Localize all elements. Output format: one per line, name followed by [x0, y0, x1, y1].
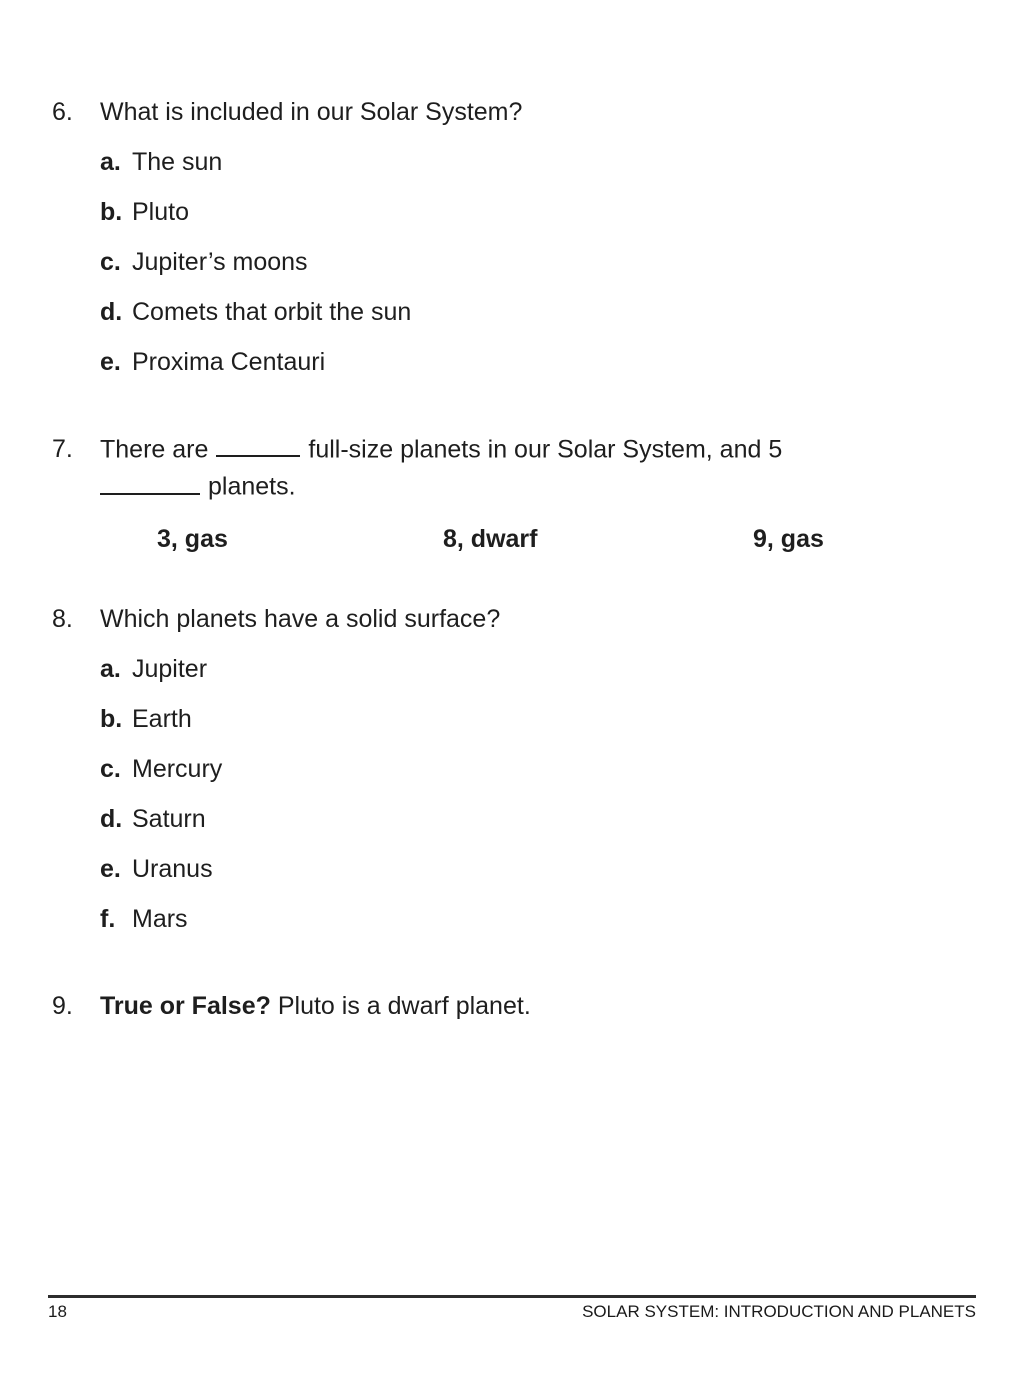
option-text: Mars — [132, 904, 188, 933]
option-text: Comets that orbit the sun — [132, 298, 412, 326]
option-letter: e. — [100, 854, 121, 883]
question-8-text: Which planets have a solid surface? — [100, 604, 501, 633]
option-letter: c. — [100, 754, 121, 783]
option-text: Mercury — [132, 754, 223, 783]
answer-choice: 3, gas — [157, 524, 228, 553]
page-footer — [48, 1301, 976, 1322]
option-row — [100, 651, 976, 688]
option-row — [100, 851, 976, 888]
option-letter: a. — [100, 148, 121, 176]
option-row — [100, 701, 976, 738]
question-8-options — [100, 651, 976, 938]
option-text: Uranus — [132, 854, 213, 883]
option-row — [100, 344, 976, 381]
page-number: 18 — [48, 1302, 67, 1321]
option-text: Jupiter — [132, 654, 208, 683]
option-letter: d. — [100, 804, 123, 833]
option-row — [100, 901, 976, 938]
question-7 — [52, 431, 976, 558]
option-text: Jupiter’s moons — [132, 248, 308, 276]
question-6-number: 6. — [52, 98, 73, 126]
option-letter: a. — [100, 654, 121, 683]
option-text: Proxima Centauri — [132, 348, 326, 376]
question-6-options — [100, 144, 976, 381]
footer-title: SOLAR SYSTEM: INTRODUCTION AND PLANETS — [582, 1302, 976, 1321]
option-letter: c. — [100, 248, 121, 276]
answer-choice: 9, gas — [753, 524, 824, 553]
option-row — [100, 144, 976, 181]
option-row — [100, 244, 976, 281]
question-8-line — [52, 601, 976, 638]
question-9-text — [100, 988, 976, 1025]
footer-rule — [48, 1295, 976, 1298]
option-text: Saturn — [132, 804, 206, 833]
question-7-text-part2: full-size planets in our Solar System, and 5 — [308, 435, 783, 464]
answer-choice: 8, dwarf — [443, 524, 538, 553]
option-row — [100, 194, 976, 231]
fill-in-blank-2 — [100, 468, 200, 494]
option-row — [100, 801, 976, 838]
question-7-number: 7. — [52, 435, 73, 463]
question-7-text-part3: planets. — [208, 472, 296, 501]
question-6-text: What is included in our Solar System? — [100, 98, 523, 126]
question-7-text-part1: There are — [100, 435, 209, 464]
question-9-line — [52, 988, 976, 1025]
question-7-line — [52, 431, 976, 506]
option-text: Earth — [132, 704, 192, 733]
question-9-statement: Pluto is a dwarf planet. — [277, 991, 531, 1020]
question-6-line — [52, 94, 976, 131]
option-letter: e. — [100, 348, 121, 376]
question-7-answer-choices — [52, 521, 976, 558]
option-row — [100, 751, 976, 788]
quiz-content — [52, 94, 976, 1025]
question-8 — [52, 601, 976, 938]
option-text: Pluto — [132, 198, 189, 226]
question-9 — [52, 988, 976, 1025]
option-row — [100, 294, 976, 331]
option-letter: b. — [100, 704, 123, 733]
question-7-text — [100, 431, 976, 506]
question-8-number: 8. — [52, 604, 73, 633]
option-letter: d. — [100, 298, 123, 326]
option-text: The sun — [132, 148, 223, 176]
question-9-bold-prefix: True or False? — [100, 991, 271, 1020]
question-9-number: 9. — [52, 991, 73, 1020]
question-6 — [52, 94, 976, 381]
fill-in-blank-1 — [216, 431, 300, 457]
option-letter: f. — [100, 904, 116, 933]
option-letter: b. — [100, 198, 123, 226]
